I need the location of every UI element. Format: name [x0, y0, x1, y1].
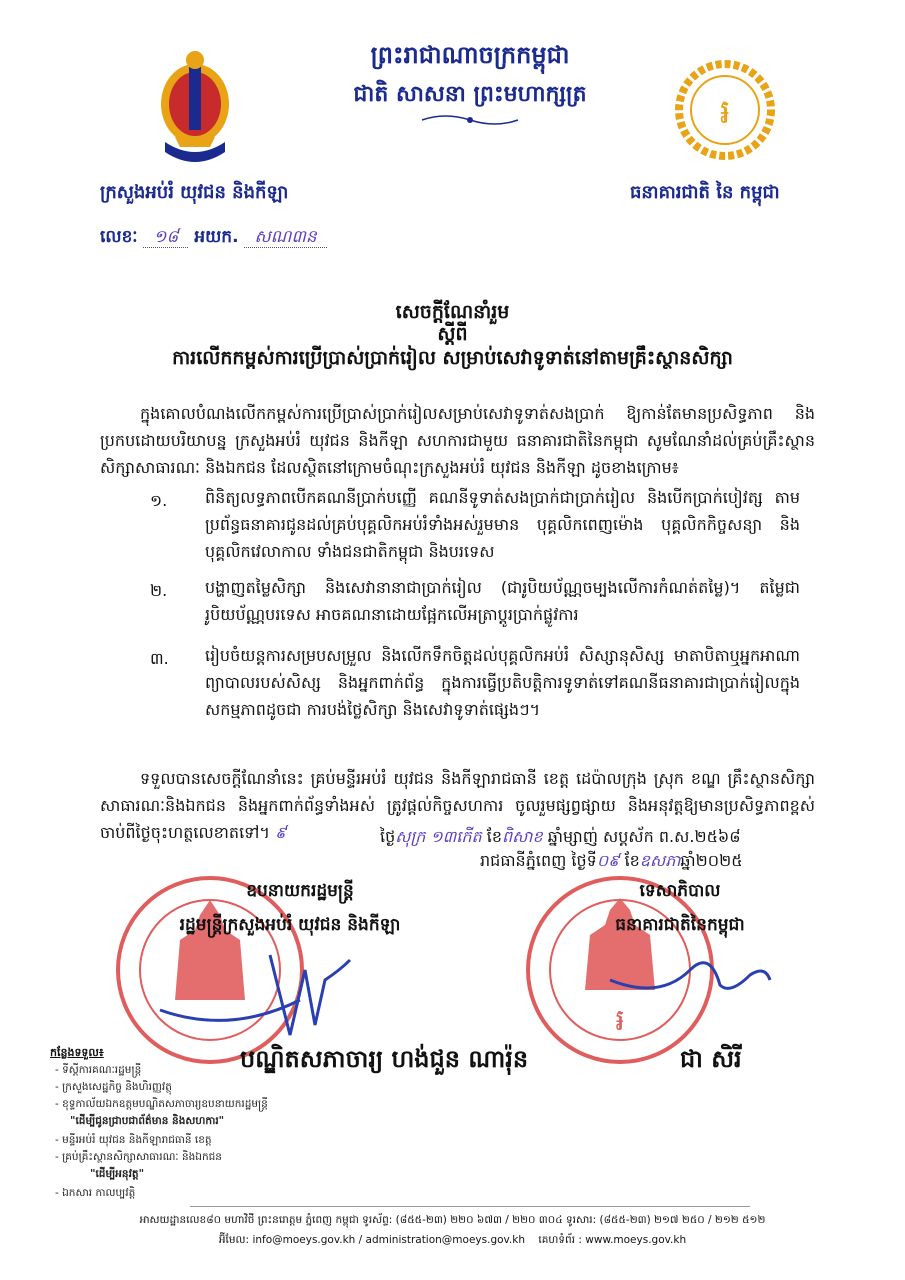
ref-number-handwritten: ១៨ [143, 227, 188, 248]
footer-contact [0, 1234, 905, 1249]
website-label: គេហទំព័រ : [538, 1234, 582, 1246]
recipient-note: "ដើម្បីអនុវត្ត" [90, 1168, 145, 1180]
item-number: ១. [150, 491, 168, 510]
reference-number [100, 226, 327, 251]
right-handwritten-signature [600, 940, 780, 1020]
lunar-month-label: ខែ [486, 827, 502, 846]
initial-mark: ៩ [275, 823, 287, 842]
ministry-name: ក្រសួងអប់រំ យុវជន និងកីឡា [100, 182, 289, 203]
ref-code-handwritten: សណ៣ន [244, 227, 326, 248]
solar-month-label: ខែ [624, 851, 640, 870]
intro-paragraph: ក្នុងគោលបំណងលើកកម្ពស់ការប្រើប្រាស់ប្រាក់រៀលសម្រាប់សេវាទូទាត់សងប្រាក់ ឱ្យកាន់តែមានប្រសិទ្ធភាព និងប្រកបដោយបរិយាបន្ន ក្រសួងអប់រំ យុវជន និងកីឡា សហការជាមួយ ធនាគារជាតិនៃកម្ពុជា សូមណែនាំដល់គ្រប់គ្រឹះស្ថានសិក្សាសាធារណៈ និងឯកជន ដែលស្ថិតនៅក្រោមចំណុះក្រសួងអប់រំ យុវជន និងកីឡា ដូចខាងក្រោម៖ [100, 404, 815, 477]
kingdom-title: ព្រះរាជាណាចក្រកម្ពុជា [370, 41, 570, 69]
ref-code-prefix: អយក. [194, 227, 239, 247]
lunar-prefix: ថ្ងៃ [380, 827, 396, 846]
bank-name: ធនាគារជាតិ នៃ កម្ពុជា [630, 182, 780, 203]
solar-day-handwritten: ០៩ [596, 851, 620, 870]
recipient-item: - ទីស្តីការគណៈរដ្ឋមន្ត្រី [55, 1064, 142, 1076]
ministry-emblem-logo [145, 42, 245, 172]
lunar-month-handwritten: ពិសាខ [501, 827, 543, 846]
recipient-item: - ក្រសួងសេដ្ឋកិច្ច និងហិរញ្ញវត្ថុ [55, 1081, 172, 1093]
ref-label: លេខៈ [100, 227, 138, 247]
left-signatory-position: រដ្ឋមន្ត្រីក្រសួងអប់រំ យុវជន និងកីឡា [179, 915, 401, 935]
website-link[interactable]: www.moeys.gov.kh [585, 1234, 687, 1246]
document-type-title: សេចក្តីណែនាំរួម [395, 301, 510, 323]
svg-text:៛: ៛ [719, 92, 731, 132]
lunar-year: ឆ្នាំម្សាញ់ សប្តស័ក ព.ស.២៥៦៨ [547, 827, 741, 846]
svg-text:៛: ៛ [615, 1003, 625, 1038]
recipient-item: - មន្ទីរអប់រំ យុវជន និងកីឡារាជធានី ខេត្ត [55, 1134, 212, 1146]
closing-text: ទទួលបានសេចក្តីណែនាំនេះ គ្រប់មន្ទីរអប់រំ យុវជន និងកីឡារាជធានី ខេត្ត ដេប៉ាលក្រុង ស្រុក ខណ្ឌ គ្រឹះស្ថានសិក្សាសាធារណៈនិងឯកជន និងអ្នកពាក់ព័ន្ធទាំងអស់ ត្រូវផ្តល់កិច្ចសហការ ចូលរួមផ្សព្វផ្សាយ និងអនុវត្តឱ្យមានប្រសិទ្ធភាពខ្ពស់ ចាប់ពីថ្ងៃចុះហត្ថលេខាតទៅ។ [100, 769, 815, 842]
item-number: ២. [150, 581, 168, 600]
recipient-item: - គ្រប់គ្រឹះស្ថានសិក្សាសាធារណៈ និងឯកជន [55, 1151, 222, 1163]
national-motto: ជាតិ សាសនា ព្រះមហាក្សត្រ [353, 82, 587, 107]
divider-ornament [420, 112, 520, 128]
solar-prefix: រាជធានីភ្នំពេញ ថ្ងៃទី [480, 851, 597, 870]
item-text: ពិនិត្យលទ្ធភាពបើកគណនីប្រាក់បញ្ញើ គណនីទូទាត់សងប្រាក់ជាប្រាក់រៀល និងបើកប្រាក់បៀវត្ស តាមប្រព័ន្ធធនាគារជូនដល់គ្រប់បុគ្គលិកអប់រំទាំងអស់រួមមាន បុគ្គលិកពេញម៉ោង បុគ្គលិកកិច្ចសន្យា និងបុគ្គលិកវេលាកាល ទាំងជនជាតិកម្ពុជា និងបរទេស [205, 488, 800, 561]
recipient-note: "ដើម្បីជូនជ្រាបជាព័ត៌មាន និងសហការ" [70, 1115, 225, 1127]
solar-month-handwritten: ឧសភា [639, 851, 681, 870]
left-signatory-name: បណ្ឌិតសភាចារ្យ ហង់ជួន ណារ៉ុន [240, 1045, 529, 1073]
recipients-heading: កន្លែងទទួល៖ [50, 1046, 104, 1059]
lunar-date [380, 826, 820, 850]
lunar-day-handwritten: សុក្រ ១៣កើត [395, 827, 482, 846]
right-signatory-position: ធនាគារជាតិនៃកម្ពុជា [615, 915, 745, 935]
national-bank-logo [670, 55, 780, 165]
footer-divider [190, 1206, 750, 1207]
recipient-item: - ខុទ្ទកាល័យឯកឧត្តមបណ្ឌិតសភាចារ្យឧបនាយករដ្ឋមន្ត្រី [55, 1098, 268, 1110]
item-text: បង្ហាញតម្លៃសិក្សា និងសេវានានាជាប្រាក់រៀល (ជារូបិយប័ណ្ណចម្បងលើការកំណត់តម្លៃ)។ តម្លៃជារូបិយប័ណ្ណបរទេស អាចគណនាដោយផ្អែកលើអត្រាប្តូរប្រាក់ផ្លូវការ [205, 578, 800, 624]
left-signatory-title: ឧបនាយករដ្ឋមន្ត្រី [246, 881, 354, 901]
right-signatory-name: ជា សិរី [680, 1045, 742, 1073]
left-handwritten-signature [150, 940, 410, 1050]
document-about: ស្តីពី [437, 323, 468, 345]
item-number: ៣. [150, 649, 169, 668]
document-subject: ការលើកកម្ពស់ការប្រើប្រាស់ប្រាក់រៀល សម្រាប់សេវាទូទាត់នៅតាមគ្រឹះស្ថានសិក្សា [172, 347, 733, 369]
footer-address: អាសយដ្ឋានលេខ៨០ មហាវិថី ព្រះនរោត្តម ភ្នំពេញ កម្ពុជា ទូរស័ព្ទ: (៨៥៥-២៣) ២២០ ៦៧៣ / ២២០ ៣០៤ ទូរសារ: (៨៥៥-២៣) ២១៧ ២៥០ / ២១២ ៥១២ [139, 1214, 766, 1226]
solar-year: ឆ្នាំ២០២៥ [680, 851, 743, 870]
item-text: រៀបចំយន្តការសម្របសម្រួល និងលើកទឹកចិត្តដល់បុគ្គលិកអប់រំ សិស្សានុសិស្ស មាតាបិតាឬអ្នកអាណាព្យាបាលរបស់សិស្ស និងអ្នកពាក់ព័ន្ធ ក្នុងការធ្វើប្រតិបត្តិការទូទាត់ទៅគណនីធនាគារជាប្រាក់រៀលក្នុងសកម្មភាពដូចជា ការបង់ថ្លៃសិក្សា និងសេវាទូទាត់ផ្សេងៗ។ [205, 646, 800, 719]
email-link[interactable]: info@moeys.gov.kh / administration@moeys.gov.kh [252, 1234, 526, 1246]
recipient-item: - ឯកសារ កាលប្បវត្តិ [55, 1187, 136, 1199]
email-label: អ៊ីមែល: [218, 1234, 250, 1246]
right-signatory-title: ទេសាភិបាល [639, 881, 721, 901]
